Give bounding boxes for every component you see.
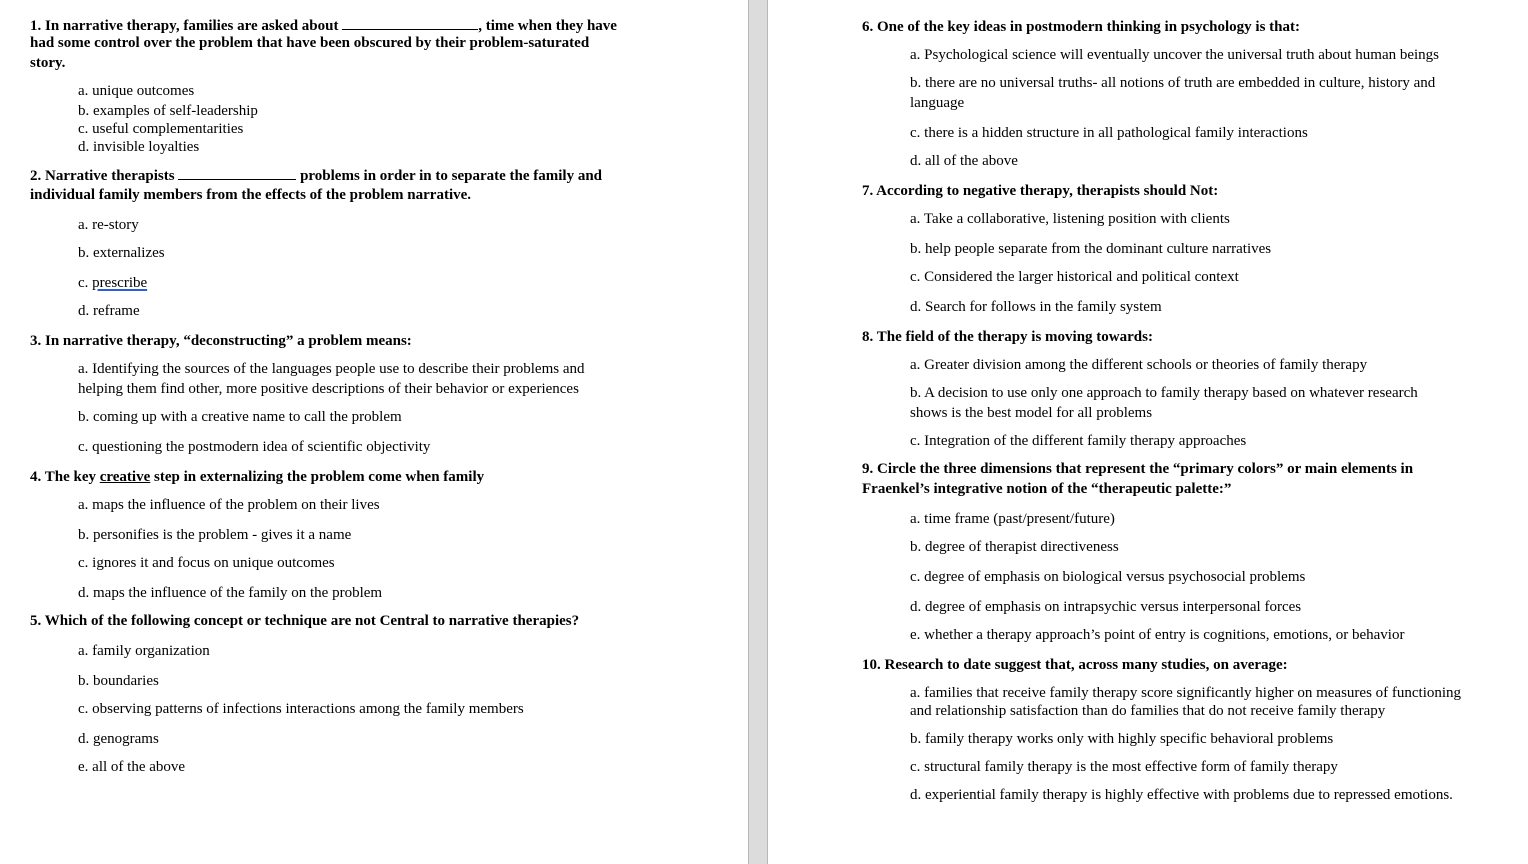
question-2-text: 2. Narrative therapists [30,168,175,184]
question-1-line-1 [30,16,617,35]
question-9-line-1: 9. Circle the three dimensions that represent the “primary colors” or main elements in [862,461,1414,477]
question-7-text: 7. According to negative therapy, therapists should Not: [862,183,1219,199]
question-7-option-c: c. Considered the larger historical and political context [910,269,1239,285]
question-3-option-b: b. coming up with a creative name to call the problem [78,409,402,425]
question-1-option-c: c. useful complementarities [78,121,244,137]
option-letter: c. [78,275,89,291]
question-3-option-a-line-2: helping them find other, more positive descriptions of their behavior or experiences [78,381,579,397]
question-3-option-a-line-1: a. Identifying the sources of the languages people use to describe their problems and [78,361,585,377]
question-9-option-d: d. degree of emphasis on intrapsychic versus interpersonal forces [910,599,1302,615]
question-5-option-b: b. boundaries [78,673,159,689]
document-page-left [0,0,748,864]
question-9-line-2: Fraenkel’s integrative notion of the “therapeutic palette:” [862,481,1232,497]
question-6-option-c: c. there is a hidden structure in all pathological family interactions [910,125,1308,141]
answer-blank [178,166,296,180]
question-6-option-b-line-2: language [910,95,965,111]
question-4-option-b: b. personifies is the problem - gives it a name [78,527,352,543]
question-10-option-d: d. experiential family therapy is highly effective with problems due to repressed emotions. [910,787,1453,803]
question-3-text: 3. In narrative therapy, “deconstructing” a problem means: [30,333,412,349]
question-1-option-a: a. unique outcomes [78,83,195,99]
question-1-text-end: , time when they have [478,18,617,34]
question-4-text-start: 4. The key [30,469,96,485]
question-10-text: 10. Research to date suggest that, across many studies, on average: [862,657,1288,673]
page-gutter [748,0,768,864]
question-6-option-a: a. Psychological science will eventually uncover the universal truth about human beings [910,47,1440,63]
question-7-option-b: b. help people separate from the dominant culture narratives [910,241,1272,257]
underlined-word: creative [99,469,151,485]
question-7-option-a: a. Take a collaborative, listening position with clients [910,211,1230,227]
document-page-right [768,0,1528,864]
question-2-option-d: d. reframe [78,303,140,319]
question-6-option-d: d. all of the above [910,153,1018,169]
question-10-option-c: c. structural family therapy is the most effective form of family therapy [910,759,1338,775]
answer-blank [342,16,478,30]
question-9-option-c: c. degree of emphasis on biological versus psychosocial problems [910,569,1306,585]
question-5-option-c: c. observing patterns of infections interactions among the family members [78,701,524,717]
question-2-line-1 [30,166,602,185]
question-10-option-a-line-2: and relationship satisfaction than do families that do not receive family therapy [910,703,1386,719]
question-6-option-b-line-1: b. there are no universal truths- all notions of truth are embedded in culture, history and [910,75,1436,91]
question-2-option-c [78,274,147,292]
question-5-option-d: d. genograms [78,731,159,747]
question-9-option-b: b. degree of therapist directiveness [910,539,1119,555]
question-10-option-b: b. family therapy works only with highly specific behavioral problems [910,731,1334,747]
question-2-text-end: problems in order in to separate the family and [300,168,603,184]
question-4-option-d: d. maps the influence of the family on the problem [78,585,383,601]
question-8-option-a: a. Greater division among the different schools or theories of family therapy [910,357,1368,373]
question-8-text: 8. The field of the therapy is moving towards: [862,329,1153,345]
question-1-option-b: b. examples of self-leadership [78,103,258,119]
question-4-option-c: c. ignores it and focus on unique outcomes [78,555,335,571]
question-3-option-c: c. questioning the postmodern idea of scientific objectivity [78,439,431,455]
question-4-option-a: a. maps the influence of the problem on their lives [78,497,380,513]
question-1-line-3: story. [30,55,66,71]
question-6-text: 6. One of the key ideas in postmodern thinking in psychology is that: [862,19,1300,35]
question-8-option-b-line-1: b. A decision to use only one approach to family therapy based on whatever research [910,385,1418,401]
question-2-option-a: a. re-story [78,217,139,233]
question-10-option-a-line-1: a. families that receive family therapy score significantly higher on measures of functioning [910,685,1462,701]
question-9-option-a: a. time frame (past/present/future) [910,511,1115,527]
question-7-option-d: d. Search for follows in the family system [910,299,1162,315]
question-2-option-b: b. externalizes [78,245,165,261]
question-5-option-a: a. family organization [78,643,210,659]
question-1-option-d: d. invisible loyalties [78,139,200,155]
question-1-text: 1. In narrative therapy, families are asked about [30,18,339,34]
question-9-option-e: e. whether a therapy approach’s point of entry is cognitions, emotions, or behavior [910,627,1405,643]
question-2-line-2: individual family members from the effects of the problem narrative. [30,187,472,203]
spellcheck-underlined-word[interactable]: prescribe [92,275,148,291]
question-5-option-e: e. all of the above [78,759,186,775]
question-4-text-end: step in externalizing the problem come when family [154,469,485,485]
question-8-option-c: c. Integration of the different family therapy approaches [910,433,1247,449]
question-1-line-2: had some control over the problem that have been obscured by their problem-saturated [30,35,590,51]
question-8-option-b-line-2: shows is the best model for all problems [910,405,1153,421]
question-5-text: 5. Which of the following concept or technique are not Central to narrative therapies? [30,613,580,629]
question-4-text [30,468,484,486]
